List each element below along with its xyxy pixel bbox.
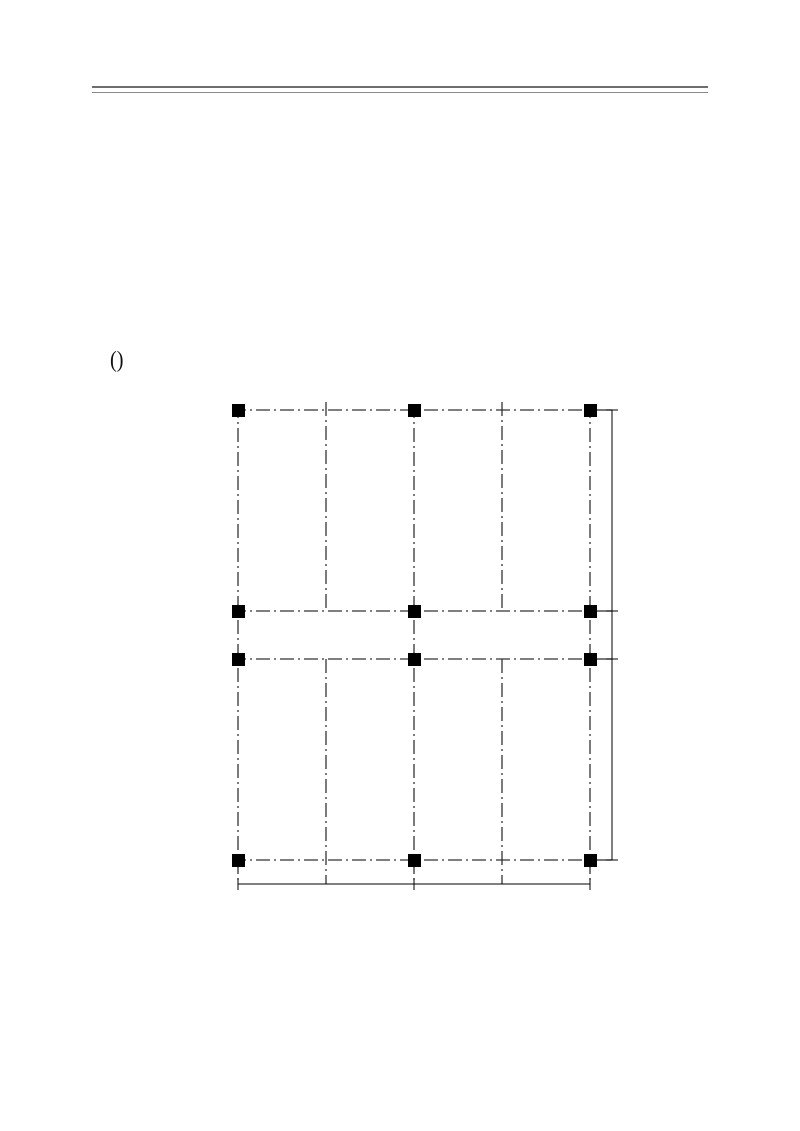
column-node [232, 653, 245, 666]
column-node [232, 605, 245, 618]
column-node [232, 404, 245, 417]
column-node [232, 854, 245, 867]
slab-plan-figure [200, 392, 640, 904]
b1-ratio-line [110, 300, 114, 317]
slab-plan-svg [200, 392, 640, 904]
panel-position-paragraph [64, 348, 724, 378]
b2-ratio-line [110, 326, 114, 343]
column-node [408, 605, 421, 618]
column-node [584, 653, 597, 666]
dead-load-line [110, 962, 119, 980]
column-node [408, 404, 421, 417]
live-load-line [110, 990, 125, 1008]
right-paren: ) [116, 347, 124, 373]
column-node [584, 605, 597, 618]
header-rule-thin [92, 92, 708, 93]
xi-b-line [110, 246, 113, 263]
header-rule-thick [92, 86, 708, 88]
heading-7-1-overview [64, 178, 73, 199]
page-title [0, 118, 800, 143]
heading-7-2-load [64, 930, 73, 951]
figure-caption [0, 908, 800, 924]
material-selection-line [110, 214, 123, 232]
column-node [408, 854, 421, 867]
column-node [584, 404, 597, 417]
left-paren: ( [110, 347, 117, 373]
column-node [584, 854, 597, 867]
column-node [408, 653, 421, 666]
